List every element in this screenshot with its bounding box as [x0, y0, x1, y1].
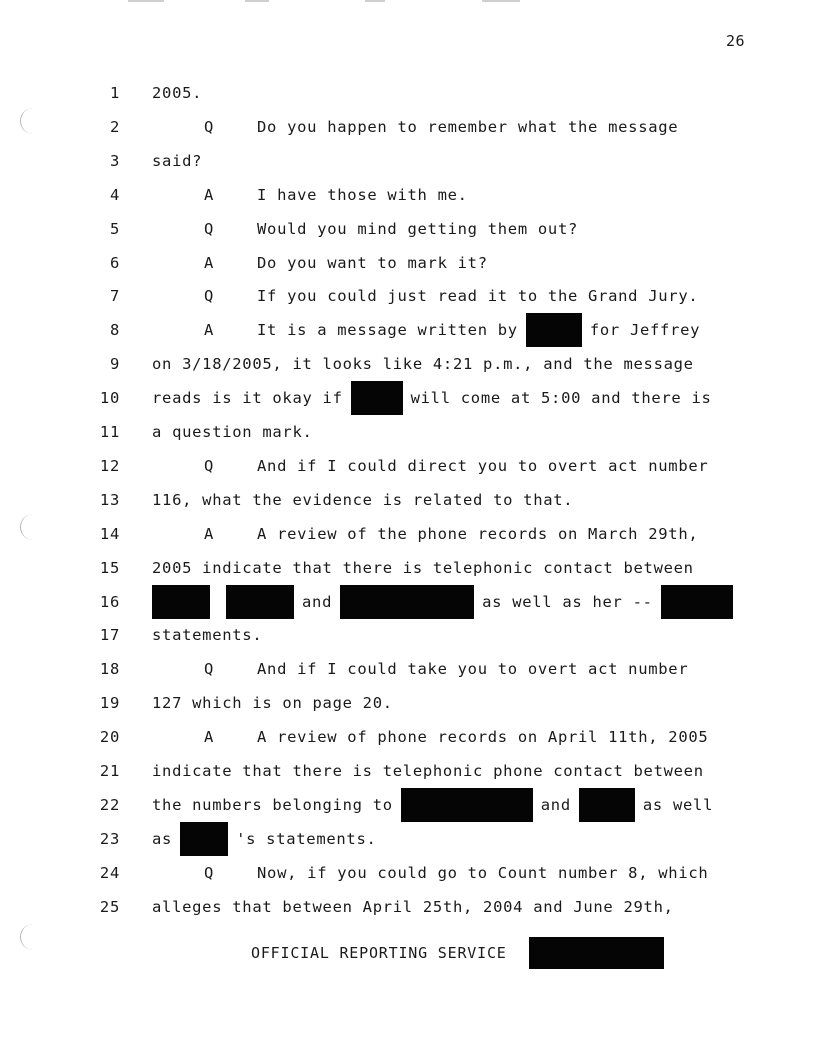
transcript-line — [0, 349, 815, 379]
text-segment: 's statements. — [236, 829, 377, 848]
transcript-line — [0, 417, 815, 447]
line-text — [152, 626, 262, 644]
text-segment: statements. — [152, 626, 263, 645]
line-number: 2 — [109, 117, 120, 136]
transcript-line — [0, 180, 815, 210]
speaker-label: A — [204, 728, 215, 747]
redaction-block — [152, 585, 210, 619]
text-segment: the numbers belonging to — [152, 795, 393, 814]
transcript-line — [0, 485, 815, 515]
line-text — [152, 423, 313, 441]
text-segment: I have those with me. — [257, 185, 468, 204]
text-segment: and — [302, 592, 333, 611]
line-text — [152, 381, 712, 415]
text-segment: Now, if you could go to Count number 8, which — [257, 863, 709, 882]
transcript-line — [0, 78, 815, 108]
line-text — [152, 84, 202, 102]
speaker-label: A — [204, 185, 215, 204]
redaction-block — [529, 937, 664, 969]
redaction-block — [661, 585, 733, 619]
text-segment: 116, what the evidence is related to that. — [152, 490, 574, 509]
scan-artifact — [245, 0, 269, 2]
text-segment: as well — [642, 795, 714, 814]
redaction-block — [579, 788, 635, 822]
line-number: 19 — [99, 694, 120, 713]
transcript-line — [0, 214, 815, 244]
scan-artifact — [482, 0, 520, 2]
transcript-line — [0, 756, 815, 786]
line-number: 14 — [99, 524, 120, 543]
line-number: 24 — [99, 863, 120, 882]
line-number: 23 — [99, 829, 120, 848]
line-number: 5 — [109, 219, 120, 238]
line-number: 13 — [99, 490, 120, 509]
line-number: 7 — [109, 287, 120, 306]
transcript-line — [0, 553, 815, 583]
line-number: 22 — [99, 795, 120, 814]
page-number: 26 — [725, 32, 745, 50]
transcript-line — [0, 146, 815, 176]
text-segment: 127 which is on page 20. — [152, 694, 393, 713]
line-number: 1 — [109, 84, 120, 102]
line-number: 17 — [99, 626, 120, 645]
text-segment: and — [540, 795, 571, 814]
line-number: 20 — [99, 728, 120, 747]
text-segment: If you could just read it to the Grand Jury. — [257, 287, 699, 306]
transcript-line — [0, 620, 815, 650]
line-number: 3 — [109, 151, 120, 170]
line-text — [204, 220, 578, 238]
line-number: 15 — [99, 558, 120, 577]
redaction-block — [340, 585, 474, 619]
text-segment: as well as her -- — [482, 592, 653, 611]
line-text — [152, 355, 694, 373]
text-segment: said? — [152, 151, 203, 170]
speaker-label: Q — [204, 456, 215, 475]
text-segment: reads is it okay if — [152, 389, 343, 408]
transcript-line — [0, 722, 815, 752]
text-segment: alleges that between April 25th, 2004 and June 29th, — [152, 897, 674, 916]
text-segment: indicate that there is telephonic phone contact between — [152, 762, 704, 780]
line-text — [204, 728, 708, 746]
line-text — [152, 694, 393, 712]
line-text — [204, 525, 698, 543]
line-text — [204, 287, 698, 305]
transcript-line — [0, 688, 815, 718]
footer — [251, 937, 672, 969]
line-text — [204, 118, 678, 136]
redaction-block — [180, 822, 228, 856]
line-text — [204, 186, 468, 204]
speaker-label: Q — [204, 287, 215, 306]
transcript-line — [0, 248, 815, 278]
line-number: 4 — [109, 185, 120, 204]
line-text — [204, 254, 488, 272]
line-number: 12 — [99, 456, 120, 475]
line-text — [152, 559, 694, 577]
transcript-line — [0, 383, 815, 413]
transcript-line — [0, 112, 815, 142]
line-number: 6 — [109, 253, 120, 272]
speaker-label: A — [204, 321, 215, 340]
line-text — [204, 313, 700, 347]
speaker-label: Q — [204, 117, 215, 136]
redaction-block — [226, 585, 294, 619]
line-text — [152, 585, 741, 619]
speaker-label: A — [204, 253, 215, 272]
text-segment: on 3/18/2005, it looks like 4:21 p.m., and the message — [152, 355, 694, 374]
transcript-line — [0, 858, 815, 888]
redaction-block — [351, 381, 403, 415]
line-number: 25 — [99, 897, 120, 916]
transcript-line — [0, 654, 815, 684]
footer-text: OFFICIAL REPORTING SERVICE — [251, 944, 507, 962]
line-number: 18 — [99, 660, 120, 679]
line-text — [152, 788, 713, 822]
transcript-line — [0, 790, 815, 820]
speaker-label: Q — [204, 660, 215, 679]
line-text — [152, 762, 704, 780]
line-text — [152, 822, 377, 856]
text-segment: It is a message written by — [257, 321, 518, 340]
speaker-label: Q — [204, 219, 215, 238]
transcript-line — [0, 824, 815, 854]
transcript-line — [0, 892, 815, 922]
transcript-line — [0, 451, 815, 481]
scan-artifact — [365, 0, 385, 2]
text-segment: as — [152, 829, 173, 848]
transcript-line — [0, 281, 815, 311]
transcript-line — [0, 587, 815, 617]
text-segment: Do you want to mark it? — [257, 253, 488, 272]
text-segment: Do you happen to remember what the message — [257, 117, 679, 136]
speaker-label: Q — [204, 863, 215, 882]
text-segment: And if I could take you to overt act number — [257, 660, 689, 679]
text-segment: 2005. — [152, 84, 203, 102]
text-segment: for Jeffrey — [589, 321, 701, 340]
redaction-block — [401, 788, 533, 822]
scan-artifact — [128, 0, 164, 2]
speaker-label: A — [204, 524, 215, 543]
line-text — [152, 491, 573, 509]
line-number: 8 — [109, 321, 120, 340]
redaction-block — [526, 313, 582, 347]
transcript-line — [0, 315, 815, 345]
line-text — [204, 457, 708, 475]
line-text — [152, 898, 674, 916]
line-number: 16 — [99, 592, 120, 611]
text-segment: A review of phone records on April 11th, 2005 — [257, 728, 709, 747]
line-number: 21 — [99, 762, 120, 780]
text-segment: And if I could direct you to overt act number — [257, 456, 709, 475]
text-segment: will come at 5:00 and there is — [410, 389, 712, 408]
transcript-line — [0, 519, 815, 549]
text-segment: A review of the phone records on March 29th, — [257, 524, 699, 543]
line-number: 9 — [109, 355, 120, 374]
line-text — [204, 660, 688, 678]
text-segment: 2005 indicate that there is telephonic contact between — [152, 558, 694, 577]
line-number: 10 — [99, 389, 120, 408]
line-number: 11 — [99, 423, 120, 441]
punch-hole-mark — [20, 924, 35, 950]
text-segment: a question mark. — [152, 423, 313, 441]
line-text — [204, 864, 708, 882]
line-text — [152, 152, 202, 170]
text-segment: Would you mind getting them out? — [257, 219, 579, 238]
